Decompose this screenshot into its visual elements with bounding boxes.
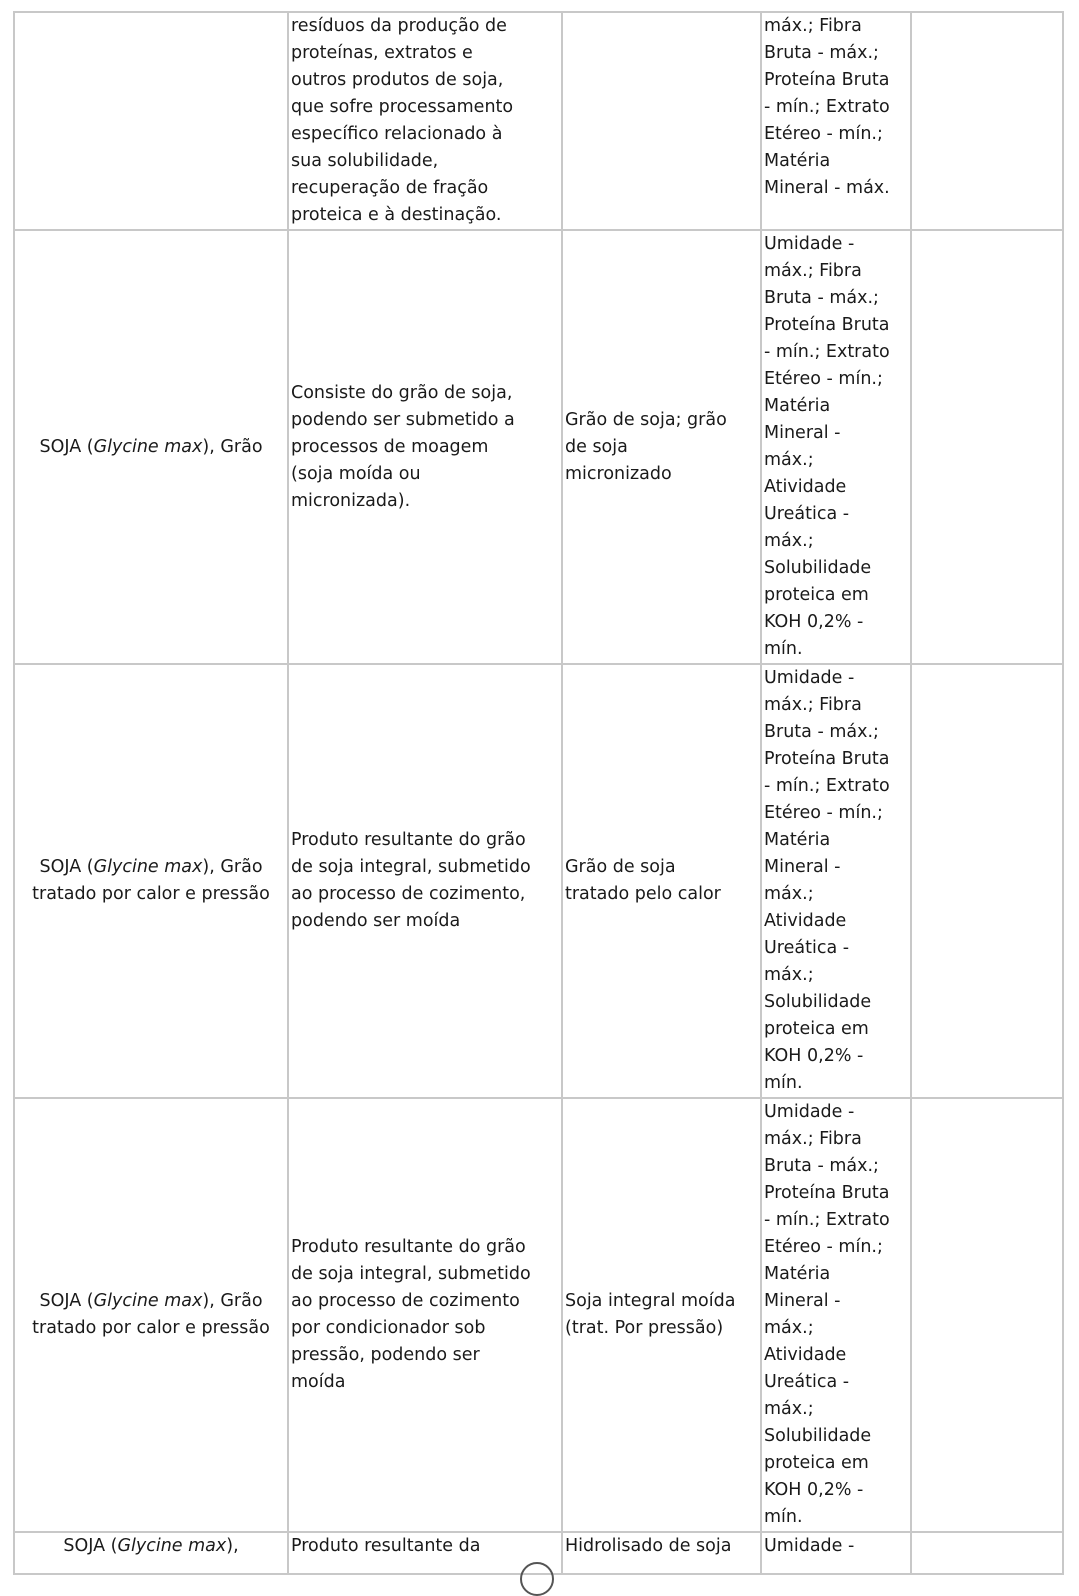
table-row [14, 230, 1063, 664]
ingredient-name: SOJA ( [39, 857, 94, 877]
ingredient-name-suffix: ), Grão tratado por calor e pressão [32, 857, 270, 904]
ingredient-name: SOJA ( [39, 1291, 94, 1311]
page-marker-circle-icon [520, 1562, 554, 1596]
description-cell: Consiste do grão de soja, podendo ser submetido a processos de moagem (soja moída ou micronizada). [288, 230, 562, 664]
empty-cell [911, 230, 1063, 664]
description-cell: Produto resultante do grão de soja integral, submetido ao processo de cozimento por condicionador sob pressão, podendo ser moída [288, 1098, 562, 1532]
guarantees-cell: máx.; Fibra Bruta - máx.; Proteína Bruta - mín.; Extrato Etéreo - mín.; Matéria Mineral - máx. [761, 12, 911, 230]
description-cell: resíduos da produção de proteínas, extratos e outros produtos de soja, que sofre processamento específico relacionado à sua solubilidade, recuperação de fração proteica e à destinação. [288, 12, 562, 230]
synonyms-cell [562, 12, 761, 230]
synonyms-cell: Hidrolisado de soja [562, 1532, 761, 1574]
ingredients-table [13, 11, 1064, 1575]
synonyms-cell: Soja integral moída (trat. Por pressão) [562, 1098, 761, 1532]
empty-cell [911, 1098, 1063, 1532]
scientific-name: Glycine max [117, 1536, 227, 1556]
empty-cell [911, 12, 1063, 230]
guarantees-cell: Umidade - máx.; Fibra Bruta - máx.; Proteína Bruta - mín.; Extrato Etéreo - mín.; Matéria Mineral - máx.; Atividade Ureática - máx.; Solubilidade proteica em KOH 0,2% - mín. [761, 1098, 911, 1532]
empty-cell [911, 664, 1063, 1098]
ingredient-name-suffix: ), Grão tratado por calor e pressão [32, 1291, 270, 1338]
description-cell: Produto resultante do grão de soja integral, submetido ao processo de cozimento, podendo ser moída [288, 664, 562, 1098]
scientific-name: Glycine max [93, 1291, 203, 1311]
table-row [14, 12, 1063, 230]
ingredient-name-cell [14, 12, 288, 230]
guarantees-cell: Umidade - [761, 1532, 911, 1574]
guarantees-cell: Umidade - máx.; Fibra Bruta - máx.; Proteína Bruta - mín.; Extrato Etéreo - mín.; Matéria Mineral - máx.; Atividade Ureática - máx.; Solubilidade proteica em KOH 0,2% - mín. [761, 664, 911, 1098]
ingredient-name: SOJA ( [63, 1536, 118, 1556]
ingredient-name-cell [14, 664, 288, 1098]
ingredient-name-cell [14, 230, 288, 664]
synonyms-cell: Grão de soja tratado pelo calor [562, 664, 761, 1098]
ingredient-name-suffix: ), [226, 1536, 239, 1556]
ingredient-name-suffix: ), Grão [202, 436, 263, 457]
scientific-name: Glycine max [93, 436, 203, 457]
synonyms-cell: Grão de soja; grão de soja micronizado [562, 230, 761, 664]
empty-cell [911, 1532, 1063, 1574]
ingredient-name-cell [14, 1098, 288, 1532]
ingredient-name: SOJA ( [39, 436, 94, 457]
table-row [14, 1098, 1063, 1532]
guarantees-cell: Umidade - máx.; Fibra Bruta - máx.; Proteína Bruta - mín.; Extrato Etéreo - mín.; Matéria Mineral - máx.; Atividade Ureática - máx.; Solubilidade proteica em KOH 0,2% - mín. [761, 230, 911, 664]
ingredient-name-cell [14, 1532, 288, 1574]
table-row [14, 664, 1063, 1098]
description-cell: Produto resultante da [288, 1532, 562, 1574]
scientific-name: Glycine max [93, 857, 203, 877]
